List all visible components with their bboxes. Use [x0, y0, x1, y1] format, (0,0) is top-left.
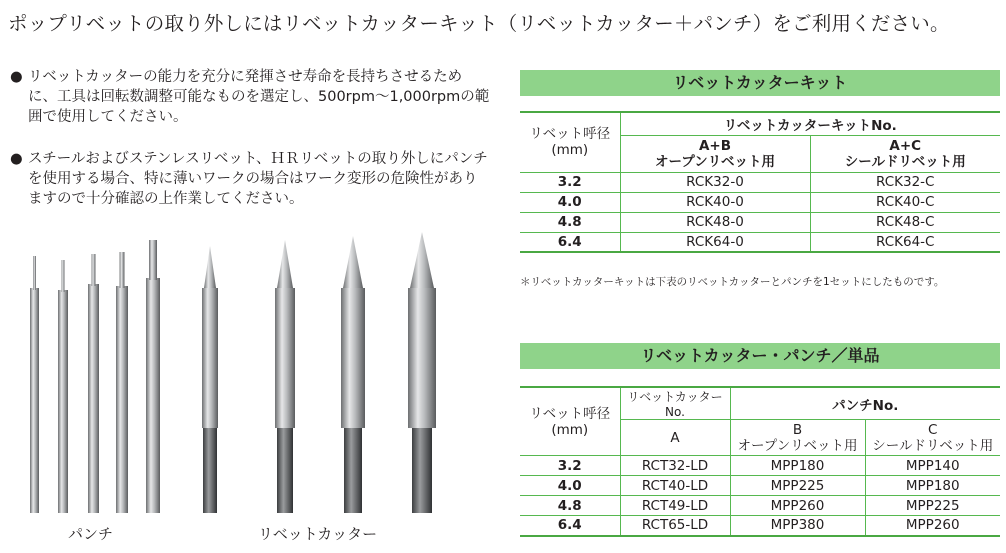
kit-header-diameter: リベット呼径 (mm)	[520, 112, 620, 172]
kit-header-group: リベットカッターキットNo.	[620, 112, 1000, 135]
table-row	[520, 476, 1000, 496]
single-header-diameter: リベット呼径 (mm)	[520, 387, 620, 456]
bullet-text: リベットカッターの能力を充分に発揮させ寿命を長持ちさせるために、工具は回転数調整可能なものを選定し、500rpm〜1,000rpmの範囲で使用してください。	[28, 69, 490, 125]
cutter-cell: RCT32-LD	[620, 456, 730, 476]
table-row	[520, 232, 1000, 252]
punch-b-cell: MPP225	[730, 476, 865, 496]
table-row	[520, 496, 1000, 516]
diameter-cell: 4.0	[520, 476, 620, 496]
kit-table-title: リベットカッターキット	[520, 70, 1000, 96]
punch-tools	[30, 240, 160, 513]
bullet-punch-warning	[10, 149, 490, 209]
single-header-cutter: リベットカッター No.	[620, 387, 730, 420]
kit-header-ac: A+C シールドリベット用	[810, 135, 1000, 172]
kit-ac-cell: RCK48-C	[810, 212, 1000, 232]
page-headline: ポップリベットの取り外しにはリベットカッターキット（リベットカッター＋パンチ）をご利用ください。	[8, 12, 950, 35]
diameter-cell: 6.4	[520, 516, 620, 536]
single-table	[520, 386, 1000, 537]
punch-b-cell: MPP380	[730, 516, 865, 536]
caption-rivet-cutter: リベットカッター	[258, 525, 378, 543]
table-row	[520, 212, 1000, 232]
diameter-cell: 4.0	[520, 192, 620, 212]
diameter-cell: 4.8	[520, 212, 620, 232]
kit-table	[520, 111, 1000, 253]
punch-c-cell: MPP225	[865, 496, 1000, 516]
punch-b-cell: MPP260	[730, 496, 865, 516]
bullet-rpm	[10, 67, 490, 127]
kit-ab-cell: RCK48-0	[620, 212, 810, 232]
punch-c-cell: MPP260	[865, 516, 1000, 536]
table-row	[520, 192, 1000, 212]
table-row	[520, 456, 1000, 476]
kit-ac-cell: RCK40-C	[810, 192, 1000, 212]
punch-c-cell: MPP140	[865, 456, 1000, 476]
diameter-cell: 4.8	[520, 496, 620, 516]
kit-ab-cell: RCK32-0	[620, 172, 810, 192]
kit-ac-cell: RCK64-C	[810, 232, 1000, 252]
caption-punch: パンチ	[68, 525, 114, 543]
single-header-b: B オープンリベット用	[730, 420, 865, 456]
kit-ab-cell: RCK64-0	[620, 232, 810, 252]
bullet-text: スチールおよびステンレスリベット、ＨＲリベットの取り外しにパンチを使用する場合、特に薄いワークの場合はワーク変形の危険性がありますので十分確認の上作業してください。	[28, 151, 488, 207]
cutter-cell: RCT49-LD	[620, 496, 730, 516]
punch-b-cell: MPP180	[730, 456, 865, 476]
diameter-cell: 3.2	[520, 172, 620, 192]
single-header-c: C シールドリベット用	[865, 420, 1000, 456]
kit-ab-cell: RCK40-0	[620, 192, 810, 212]
table-row	[520, 516, 1000, 536]
bullet-marker: ●	[10, 151, 23, 167]
single-table-title: リベットカッター・パンチ／単品	[520, 343, 1000, 369]
kit-header-ab: A+B オープンリベット用	[620, 135, 810, 172]
rivet-cutter-tools	[202, 232, 436, 513]
single-header-cutter-sub: A	[620, 420, 730, 456]
diameter-cell: 6.4	[520, 232, 620, 252]
bullet-marker: ●	[10, 69, 23, 85]
cutter-cell: RCT40-LD	[620, 476, 730, 496]
product-photo	[18, 228, 488, 520]
punch-c-cell: MPP180	[865, 476, 1000, 496]
diameter-cell: 3.2	[520, 456, 620, 476]
cutter-cell: RCT65-LD	[620, 516, 730, 536]
single-header-punch: パンチNo.	[730, 387, 1000, 420]
kit-ac-cell: RCK32-C	[810, 172, 1000, 192]
table-row	[520, 172, 1000, 192]
kit-table-note: ＊リベットカッターキットは下表のリベットカッターとパンチを1セットにしたものです。	[520, 276, 945, 288]
